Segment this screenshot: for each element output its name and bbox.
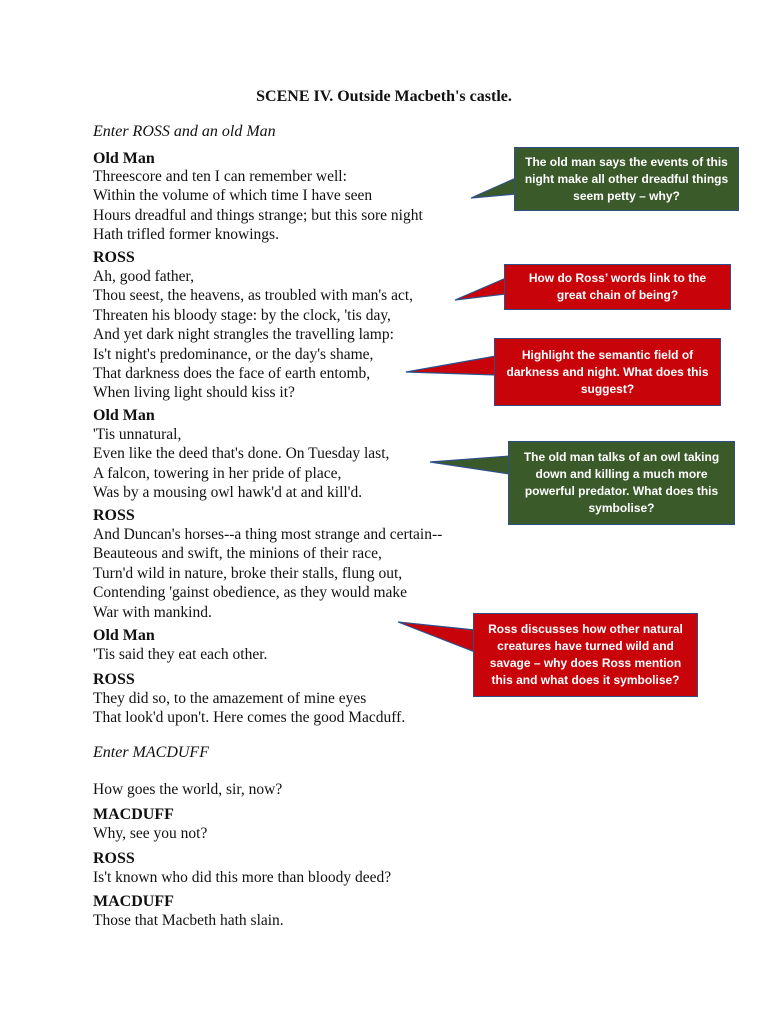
verse-line: Hath trifled former knowings.: [93, 226, 279, 244]
callout-pointer: [398, 622, 475, 652]
verse-line: Those that Macbeth hath slain.: [93, 912, 284, 929]
scene-title: SCENE IV. Outside Macbeth's castle.: [256, 88, 512, 105]
verse-line: 'Tis unnatural,: [93, 426, 182, 443]
verse-line: Threescore and ten I can remember well:: [93, 168, 347, 185]
verse-line: Turn'd wild in nature, broke their stalls, flung out,: [93, 564, 403, 582]
verse-line: Is't known who did this more than bloody deed?: [93, 869, 392, 886]
speaker-name: ROSS: [93, 850, 135, 867]
speaker-name: ROSS: [93, 671, 135, 688]
callout-pointer: [430, 456, 510, 474]
verse-line: Thou seest, the heavens, as troubled with man's act,: [93, 287, 414, 305]
callout-pointer: [406, 356, 496, 375]
speaker-name: MACDUFF: [93, 893, 174, 910]
callout-pointer: [455, 278, 506, 300]
verse-line: How goes the world, sir, now?: [93, 781, 283, 798]
verse-line: Within the volume of which time I have seen: [93, 187, 373, 205]
verse-line: When living light should kiss it?: [93, 384, 295, 402]
annotation-box: Highlight the semantic field of darkness and night. What does this suggest?: [494, 338, 721, 406]
verse-line: Hours dreadful and things strange; but this sore night: [93, 206, 423, 224]
callout-pointer: [471, 178, 516, 198]
verse-line: That darkness does the face of earth entomb,: [93, 364, 371, 382]
annotation-box: The old man says the events of this night make all other dreadful things seem petty – why?: [514, 147, 739, 211]
verse-line: Was by a mousing owl hawk'd at and kill'd.: [93, 484, 363, 502]
verse-line: Even like the deed that's done. On Tuesday last,: [93, 445, 390, 463]
verse-line: Beauteous and swift, the minions of their race,: [93, 545, 382, 563]
annotation-box: The old man talks of an owl taking down and killing a much more powerful predator. What does this symbolise?: [508, 441, 735, 525]
verse-line: They did so, to the amazement of mine eyes: [93, 690, 367, 707]
verse-line: That look'd upon't. Here comes the good Macduff.: [93, 709, 406, 727]
speaker-name: ROSS: [93, 507, 135, 524]
speaker-name: Old Man: [93, 150, 155, 167]
speaker-name: ROSS: [93, 249, 135, 266]
verse-line: Contending 'gainst obedience, as they would make: [93, 584, 408, 602]
verse-line: Ah, good father,: [93, 268, 194, 285]
verse-line: Why, see you not?: [93, 825, 208, 842]
verse-line: 'Tis said they eat each other.: [93, 646, 268, 663]
speaker-name: Old Man: [93, 407, 155, 424]
verse-line: War with mankind.: [93, 603, 212, 621]
verse-line: And Duncan's horses--a thing most strange and certain--: [93, 526, 443, 543]
stage-direction-enter-macduff: Enter MACDUFF: [93, 744, 209, 761]
annotation-box: How do Ross’ words link to the great chain of being?: [504, 264, 731, 310]
stage-direction-enter-ross: Enter ROSS and an old Man: [93, 123, 276, 140]
verse-line: And yet dark night strangles the travelling lamp:: [93, 326, 394, 344]
annotation-box: Ross discusses how other natural creatures have turned wild and savage – why does Ross mention this and what does it symbolise?: [473, 613, 698, 697]
speaker-name: MACDUFF: [93, 806, 174, 823]
verse-line: Is't night's predominance, or the day's shame,: [93, 345, 374, 363]
speaker-name: Old Man: [93, 627, 155, 644]
verse-line: Threaten his bloody stage: by the clock, 'tis day,: [93, 306, 391, 324]
verse-line: A falcon, towering in her pride of place,: [93, 464, 342, 482]
